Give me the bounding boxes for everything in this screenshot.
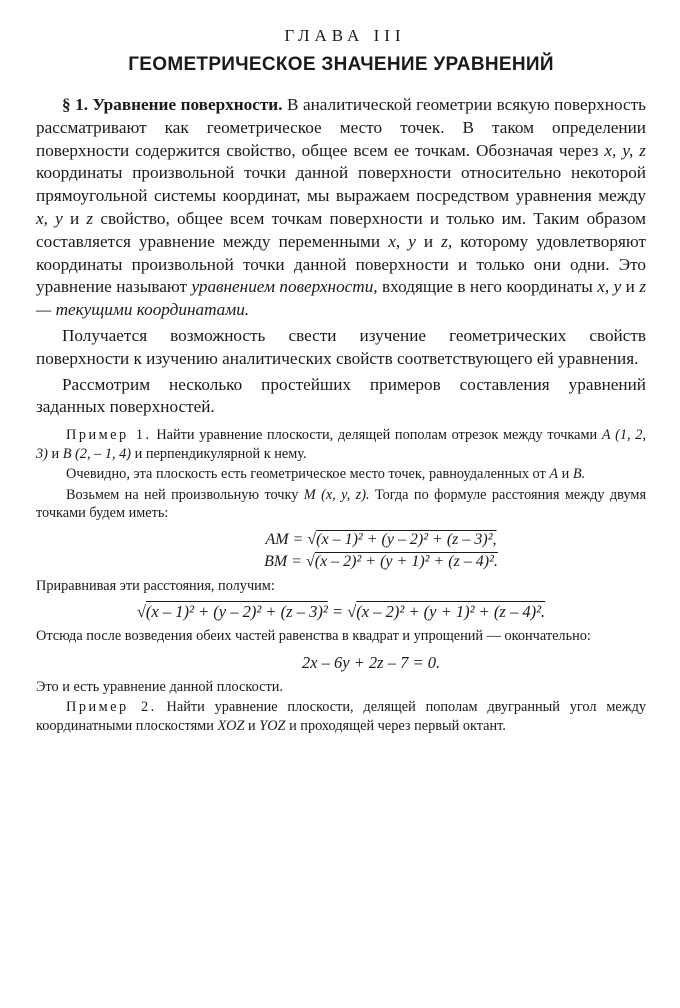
example-1-label: Пример 1.	[66, 427, 152, 444]
paragraph-1: § 1. Уравнение поверхности. В аналитической геометрии всякую поверхность рассматривают как геометрическое место точек. В таком определении поверхности содержится свойство, общее всем ее точкам. Обозначая через x, y, z координаты произвольной точки данной поверхности относительно некоторой прямоугольной системы координат, мы выражаем посредством уравнения между x, y и z свойство, общее всем точкам поверхности и только им. Таким образом составляется уравнение между переменными x, y и z, которому удовлетворяют координаты произвольной точки данной поверхности и только они одни. Это уравнение называют уравнением поверхности, входящие в него координаты x, y и z — текущими координатами.	[36, 95, 647, 320]
example-2-label: Пример 2.	[66, 699, 157, 716]
term-current-coordinates: — текущими координатами.	[36, 300, 250, 320]
formula-plane: 2x – 6y + 2z – 7 = 0.	[301, 652, 441, 672]
sqrt-icon: √	[307, 530, 317, 548]
example-1-para-6: Это и есть уравнение данной плоскости.	[36, 678, 283, 695]
term-surface-equation: уравнением поверхности,	[191, 277, 378, 297]
example-2-statement: Пример 2. Найти уравнение плоскости, делящей пополам двугранный угол между координатными плоскостями XOZ и YOZ и проходящей через первый октант.	[36, 699, 647, 734]
section-heading: § 1. Уравнение поверхности.	[62, 95, 283, 114]
example-1-para-5: Отсюда после возведения обеих частей равенства в квадрат и упрощений — окончательно:	[36, 628, 591, 645]
chapter-title: ГЕОМЕТРИЧЕСКОЕ ЗНАЧЕНИЕ УРАВНЕНИЙ	[128, 54, 554, 75]
example-2	[36, 698, 646, 735]
example-1-statement: Пример 1. Найти уравнение плоскости, делящей пополам отрезок между точками A (1, 2, 3) и B (2, – 1, 4) и перпендикулярной к нему.	[36, 427, 647, 462]
formula-equality: √(x – 1)² + (y – 2)² + (z – 3)² = √(x – 2)² + (y + 1)² + (z – 4)².	[136, 602, 546, 622]
example-1-para-4: Приравнивая эти расстояния, получим:	[36, 577, 275, 594]
sqrt-icon: √	[136, 602, 146, 622]
example-1-para-3: Возьмем на ней произвольную точку M (x, y, z). Тогда по формуле расстояния между двумя точками будем иметь:	[36, 486, 647, 522]
example-1	[36, 426, 646, 696]
example-1-para-2: Очевидно, эта плоскость есть геометрическое место точек, равноудаленных от A и B.	[66, 466, 586, 483]
sqrt-icon: √	[347, 602, 357, 622]
chapter-heading: ГЛАВА III	[284, 26, 406, 45]
section-body	[36, 94, 646, 419]
sqrt-icon: √	[305, 552, 315, 570]
paragraph-2: Получается возможность свести изучение геометрических свойств поверхности к изучению аналитических свойств соответствующего ей уравнения.	[36, 325, 646, 368]
paragraph-3: Рассмотрим несколько простейших примеров составления уравнений заданных поверхностей.	[36, 374, 646, 417]
formula-am: AM = √(x – 1)² + (y – 2)² + (z – 3)², BM = √(x – 2)² + (y + 1)² + (z – 4)².	[264, 530, 498, 570]
page	[36, 26, 646, 735]
